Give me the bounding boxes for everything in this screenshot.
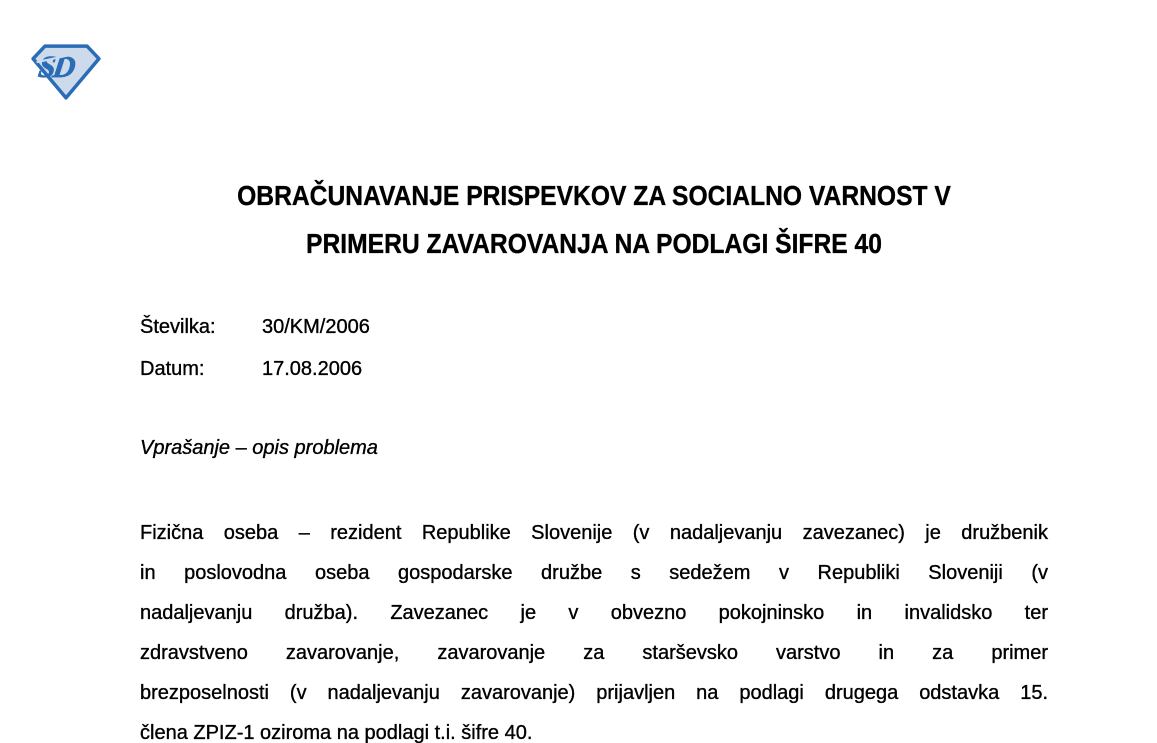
document-meta bbox=[140, 306, 370, 390]
sd-logo bbox=[31, 42, 101, 102]
body-paragraph bbox=[140, 513, 1048, 743]
body-line: brezposelnosti (v nadaljevanju zavarovanje) prijavljen na podlagi drugega odstavka 15. bbox=[140, 682, 1048, 704]
body-line: člena ZPIZ-1 oziroma na podlagi t.i. šifre 40. bbox=[140, 722, 533, 743]
section-heading-question: Vprašanje – opis problema bbox=[140, 437, 378, 459]
sd-logo-graphic bbox=[31, 42, 101, 102]
doc-number-row bbox=[140, 306, 370, 348]
page-title-line-2: PRIMERU ZAVAROVANJA NA PODLAGI ŠIFRE 40 bbox=[306, 228, 882, 259]
body-line: Fizična oseba – rezident Republike Slovenije (v nadaljevanju zavezanec) je družbenik bbox=[140, 522, 1048, 544]
doc-number-label: Številka: bbox=[140, 316, 216, 338]
doc-date-row bbox=[140, 348, 370, 390]
body-line: in poslovodna oseba gospodarske družbe s sedežem v Republiki Sloveniji (v bbox=[140, 562, 1048, 584]
doc-number-value: 30/KM/2006 bbox=[262, 316, 370, 338]
page-title bbox=[194, 172, 993, 268]
doc-date-label: Datum: bbox=[140, 358, 205, 380]
body-line: nadaljevanju družba). Zavezanec je v obvezno pokojninsko in invalidsko ter bbox=[140, 602, 1048, 624]
page-title-line-1: OBRAČUNAVANJE PRISPEVKOV ZA SOCIALNO VARNOST V bbox=[237, 180, 951, 211]
doc-date-value: 17.08.2006 bbox=[262, 358, 363, 380]
body-line: zdravstveno zavarovanje, zavarovanje za starševsko varstvo in za primer bbox=[140, 642, 1048, 664]
sd-logo-letters: SD bbox=[36, 49, 76, 84]
